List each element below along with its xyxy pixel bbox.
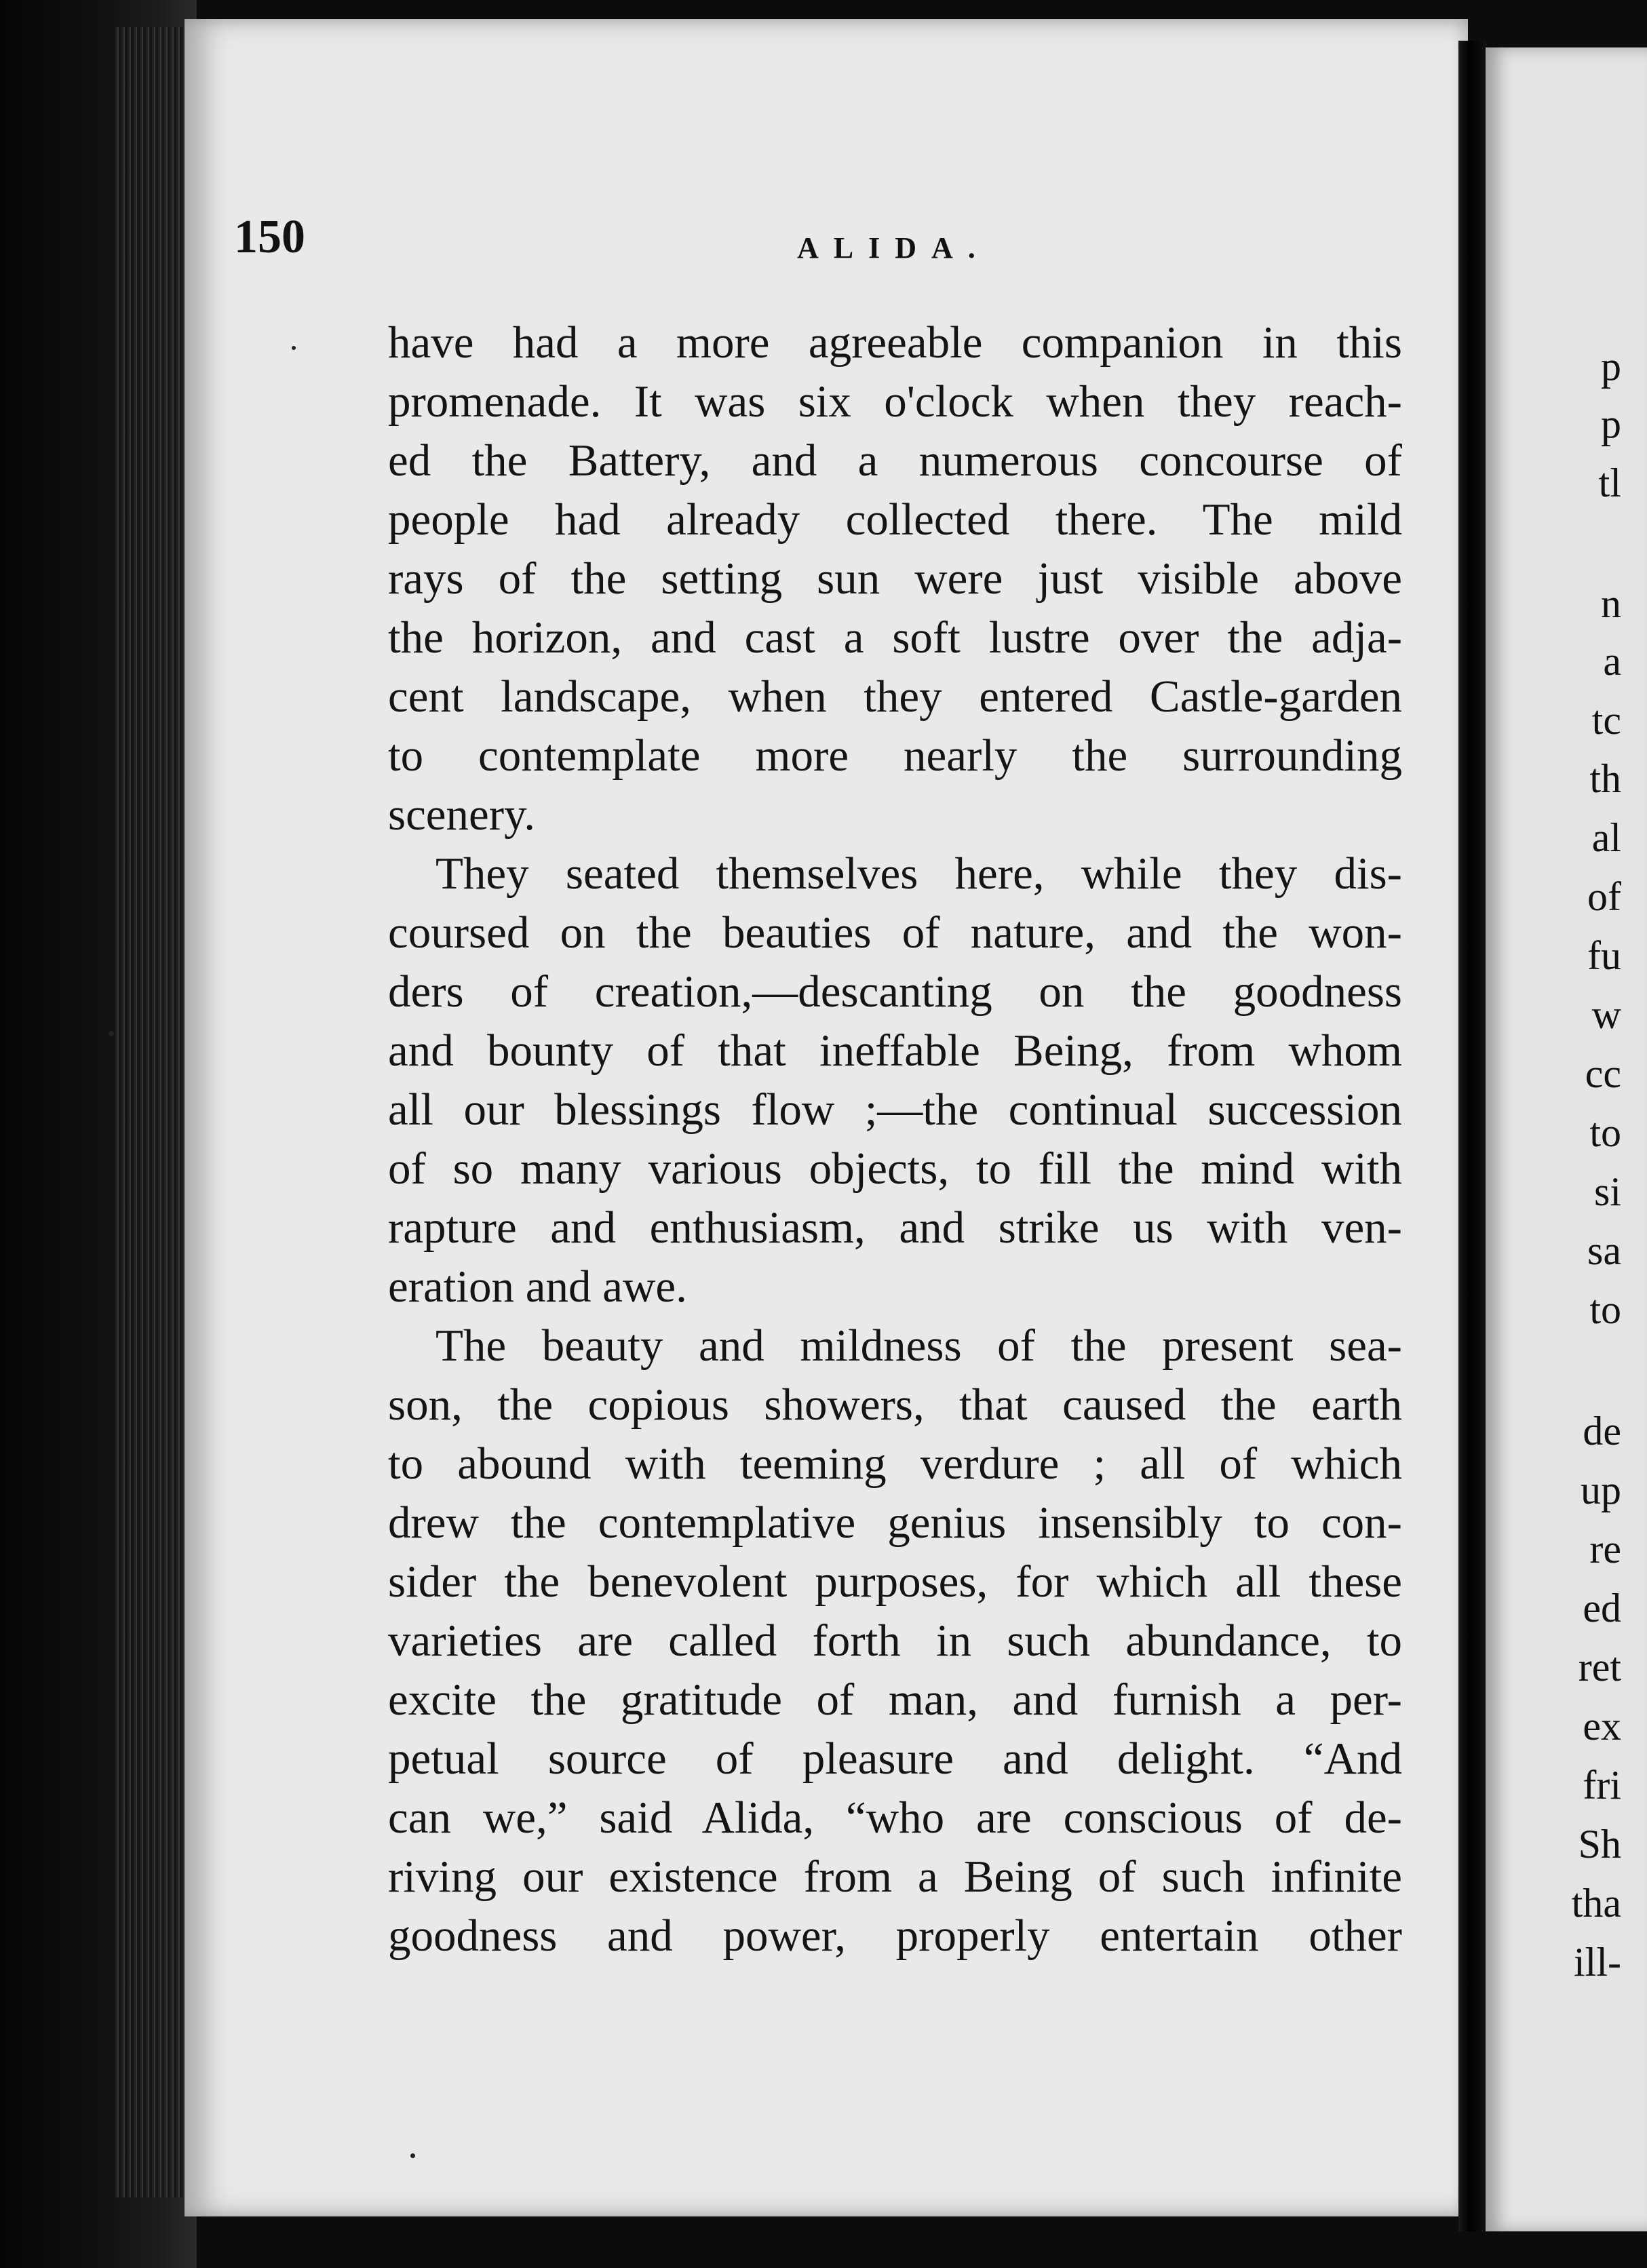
text-line: goodness and power, properly entertain other: [388, 1911, 1402, 1961]
text-line: rays of the setting sun were just visible above: [388, 553, 1402, 604]
facing-text-fragment: si: [1593, 1169, 1621, 1214]
text-line: and bounty of that ineffable Being, from whom: [388, 1025, 1402, 1076]
facing-text-fragment: re: [1589, 1527, 1621, 1571]
facing-text-fragment: p: [1601, 402, 1621, 446]
paragraph-3: [388, 1316, 1402, 1966]
book-page-right: [1486, 47, 1647, 2231]
facing-text-fragment: ret: [1578, 1645, 1621, 1689]
text-line: ed the Battery, and a numerous concourse of: [388, 435, 1402, 486]
text-line: all our blessings flow ;—the continual succession: [388, 1084, 1402, 1135]
text-line: petual source of pleasure and delight. “And: [388, 1734, 1402, 1784]
facing-text-fragment: tl: [1598, 461, 1621, 505]
facing-text-fragment: tha: [1571, 1881, 1621, 1925]
ink-speck: [292, 346, 296, 350]
text-line: ders of creation,—descanting on the goodness: [388, 966, 1402, 1017]
book-binding: [0, 0, 197, 2268]
facing-text-fragment: ed: [1583, 1586, 1621, 1630]
text-line: The beauty and mildness of the present sea-: [435, 1321, 1402, 1371]
text-line: promenade. It was six o'clock when they reach-: [388, 376, 1402, 427]
paragraph-2: [388, 844, 1402, 1316]
text-line: riving our existence from a Being of such infinite: [388, 1852, 1402, 1902]
text-line: rapture and enthusiasm, and strike us with ven-: [388, 1203, 1402, 1253]
facing-text-fragment: cc: [1585, 1051, 1621, 1096]
text-line: have had a more agreeable companion in this: [388, 317, 1402, 368]
facing-text-fragment: ill-: [1574, 1940, 1621, 1984]
text-line: people had already collected there. The mild: [388, 494, 1402, 545]
facing-text-fragment: fri: [1583, 1763, 1621, 1807]
facing-text-fragment: tc: [1591, 698, 1621, 743]
text-line: cent landscape, when they entered Castle-garden: [388, 671, 1402, 722]
facing-text-fragment: th: [1589, 756, 1621, 801]
text-line: coursed on the beauties of nature, and the won-: [388, 907, 1402, 958]
text-line: sider the benevolent purposes, for which all these: [388, 1557, 1402, 1607]
text-line: drew the contemplative genius insensibly to con-: [388, 1498, 1402, 1548]
ink-speck: [109, 1031, 114, 1036]
ink-speck: [410, 2153, 415, 2158]
facing-text-fragment: to: [1589, 1110, 1621, 1155]
text-line: of so many various objects, to fill the mind with: [388, 1143, 1402, 1194]
facing-text-fragment: n: [1601, 581, 1621, 626]
text-line: They seated themselves here, while they dis-: [435, 848, 1402, 899]
running-title: ALIDA.: [797, 231, 990, 265]
text-line: can we,” said Alida, “who are conscious of de-: [388, 1793, 1402, 1843]
facing-text-fragment: of: [1587, 874, 1621, 919]
text-line: scenery.: [388, 789, 535, 840]
text-line: varieties are called forth in such abundance, to: [388, 1616, 1402, 1666]
page-gutter: [1458, 41, 1486, 2231]
text-line: son, the copious showers, that caused the earth: [388, 1380, 1402, 1430]
paragraph-1: [388, 313, 1402, 844]
body-text: [388, 313, 1402, 1966]
facing-text-fragment: to: [1589, 1287, 1621, 1332]
page-number: 150: [234, 211, 305, 263]
facing-text-fragment: up: [1581, 1468, 1621, 1512]
facing-text-fragment: p: [1601, 344, 1621, 389]
facing-text-fragment: fu: [1587, 933, 1621, 978]
facing-text-fragment: Sh: [1578, 1822, 1621, 1866]
facing-text-fragment: ex: [1583, 1704, 1621, 1748]
facing-text-fragment: a: [1603, 639, 1621, 684]
text-line: to contemplate more nearly the surrounding: [388, 730, 1402, 781]
page-edges: [115, 27, 190, 2197]
facing-text-fragment: w: [1591, 992, 1621, 1037]
text-line: to abound with teeming verdure ; all of which: [388, 1439, 1402, 1489]
facing-text-fragment: sa: [1587, 1228, 1621, 1273]
text-line: the horizon, and cast a soft lustre over the adja-: [388, 612, 1402, 663]
text-line: eration and awe.: [388, 1262, 687, 1312]
facing-text-fragment: al: [1591, 815, 1621, 860]
facing-text-fragment: de: [1583, 1409, 1621, 1453]
text-line: excite the gratitude of man, and furnish a per-: [388, 1675, 1402, 1725]
